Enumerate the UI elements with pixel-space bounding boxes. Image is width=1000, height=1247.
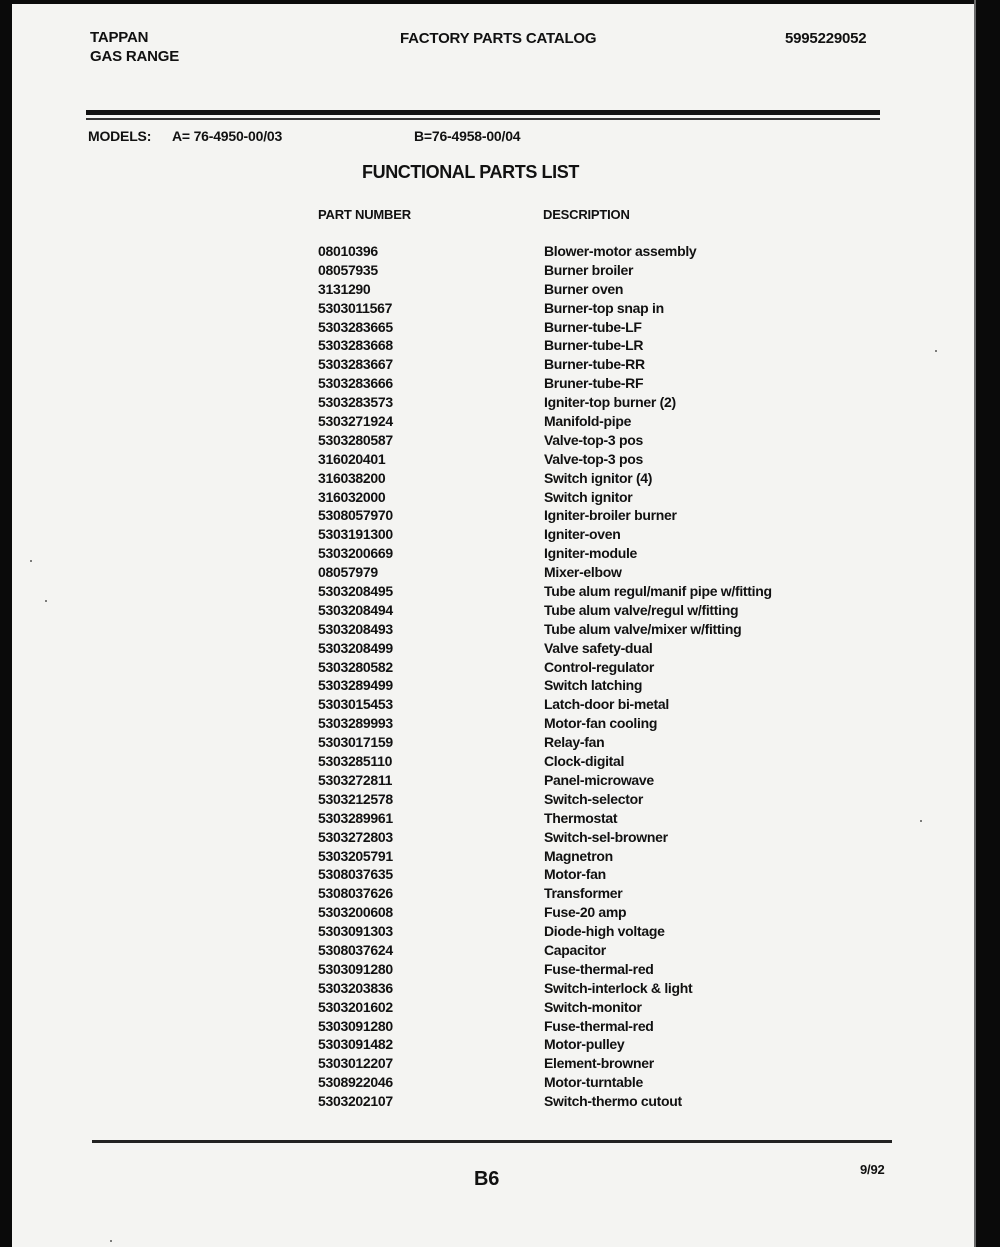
list-item (318, 431, 818, 450)
part-description: Valve-top-3 pos (544, 450, 643, 467)
list-item (318, 601, 818, 620)
header-rule-thick (86, 110, 880, 115)
part-number: 5303271924 (318, 413, 393, 430)
part-number: 316032000 (318, 488, 386, 505)
list-item (318, 412, 818, 431)
list-item (318, 280, 818, 299)
part-description: Thermostat (544, 809, 618, 826)
part-description: Motor-pulley (544, 1036, 625, 1053)
part-description: Blower-motor assembly (544, 243, 697, 259)
part-number: 5303015453 (318, 696, 393, 713)
footer-rule (92, 1140, 892, 1143)
part-description: Switch-sel-browner (544, 828, 668, 845)
part-description: Switch-monitor (544, 998, 642, 1015)
list-item (318, 941, 818, 960)
list-item (318, 865, 818, 884)
part-number: 5303011567 (318, 299, 393, 316)
part-description: Burner-tube-LR (544, 337, 644, 354)
list-item (318, 393, 818, 412)
brand-block (90, 28, 179, 66)
part-description: Tube alum regul/manif pipe w/fitting (544, 583, 772, 600)
part-description: Switch-interlock & light (544, 979, 693, 996)
part-description: Magnetron (544, 847, 613, 864)
list-item (318, 884, 818, 903)
part-number: 5303091303 (318, 923, 393, 940)
part-number: 3131290 (318, 280, 371, 297)
part-description: Burner-tube-RR (544, 356, 645, 373)
list-item (318, 714, 818, 733)
scan-border-left (0, 0, 12, 1247)
part-number: 5308037626 (318, 885, 393, 902)
part-number: 5303283668 (318, 337, 393, 354)
part-description: Switch-thermo cutout (544, 1093, 682, 1110)
part-number: 5308037635 (318, 866, 393, 883)
part-number: 5303017159 (318, 734, 393, 751)
part-description: Fuse-20 amp (544, 904, 627, 921)
part-number: 5303212578 (318, 790, 393, 807)
part-number: 5303203836 (318, 979, 393, 996)
list-item (318, 582, 818, 601)
list-item (318, 469, 818, 488)
part-description: Burner broiler (544, 261, 634, 278)
part-description: Relay-fan (544, 734, 605, 751)
part-number: 08057935 (318, 261, 378, 278)
list-item (318, 828, 818, 847)
list-item (318, 790, 818, 809)
part-number: 5303201602 (318, 998, 393, 1015)
part-number: 5308057970 (318, 507, 393, 524)
list-item (318, 809, 818, 828)
list-item (318, 695, 818, 714)
part-description: Tube alum valve/regul w/fitting (544, 601, 739, 618)
part-number: 316020401 (318, 450, 386, 467)
list-item (318, 733, 818, 752)
list-item (318, 450, 818, 469)
part-number: 5308037624 (318, 941, 393, 958)
scan-speck (920, 820, 922, 822)
list-item (318, 1073, 818, 1092)
list-item (318, 1054, 818, 1073)
list-item (318, 960, 818, 979)
header-rule-thin (86, 118, 880, 120)
list-item (318, 676, 818, 695)
part-description: Control-regulator (544, 658, 655, 675)
list-item (318, 979, 818, 998)
part-number: 08057979 (318, 564, 378, 581)
scan-speck (935, 350, 937, 352)
part-description: Burner oven (544, 280, 624, 297)
list-item (318, 1092, 818, 1111)
part-description: Fuse-thermal-red (544, 960, 654, 977)
model-a: A= 76-4950-00/03 (172, 128, 283, 144)
scan-speck (45, 600, 47, 602)
list-item (318, 1017, 818, 1036)
part-number: 5303272803 (318, 828, 393, 845)
part-number: 5303283573 (318, 394, 393, 411)
list-item (318, 847, 818, 866)
part-description: Valve safety-dual (544, 639, 653, 656)
part-number: 5303202107 (318, 1093, 393, 1110)
part-description: Bruner-tube-RF (544, 375, 644, 392)
list-item (318, 299, 818, 318)
list-item (318, 506, 818, 525)
part-number: 5303208495 (318, 583, 393, 600)
parts-list (318, 242, 818, 1111)
part-description: Motor-fan (544, 866, 606, 883)
list-item (318, 336, 818, 355)
part-description: Igniter-broiler burner (544, 507, 677, 524)
list-item (318, 620, 818, 639)
part-number: 5303283667 (318, 356, 393, 373)
part-description: Clock-digital (544, 753, 625, 770)
part-description: Fuse-thermal-red (544, 1017, 654, 1034)
part-description: Motor-turntable (544, 1074, 643, 1091)
part-description: Valve-top-3 pos (544, 431, 643, 448)
part-description: Element-browner (544, 1055, 654, 1072)
part-description: Burner-tube-LF (544, 318, 642, 335)
revision-date: 9/92 (860, 1162, 885, 1177)
part-number: 5303289993 (318, 715, 393, 732)
list-item (318, 903, 818, 922)
scan-speck (110, 1240, 112, 1242)
part-description: Igniter-top burner (2) (544, 394, 676, 411)
list-item (318, 1035, 818, 1054)
part-description: Switch latching (544, 677, 643, 694)
list-item (318, 544, 818, 563)
part-number: 5303191300 (318, 526, 393, 543)
part-number: 5303208499 (318, 639, 393, 656)
part-number: 5303091280 (318, 960, 393, 977)
part-number: 5303200608 (318, 904, 393, 921)
part-number: 5303091280 (318, 1017, 393, 1034)
list-item (318, 922, 818, 941)
list-item (318, 374, 818, 393)
list-item (318, 771, 818, 790)
part-description: Manifold-pipe (544, 413, 632, 430)
part-description: Panel-microwave (544, 771, 654, 788)
brand-name: TAPPAN (90, 29, 149, 46)
list-item (318, 242, 818, 261)
part-description: Transformer (544, 885, 623, 902)
part-number: 5303289961 (318, 809, 393, 826)
part-description: Tube alum valve/mixer w/fitting (544, 620, 742, 637)
part-description: Igniter-module (544, 545, 638, 562)
scan-speck (30, 560, 32, 562)
catalog-title: FACTORY PARTS CATALOG (400, 30, 597, 47)
part-number: 316038200 (318, 469, 386, 486)
part-number: 5303208493 (318, 620, 393, 637)
description-header: DESCRIPTION (543, 207, 630, 222)
part-number: 5303283665 (318, 318, 393, 335)
list-item (318, 658, 818, 677)
part-description: Switch ignitor (4) (544, 469, 653, 486)
catalog-number: 5995229052 (785, 30, 867, 47)
model-b: B=76-4958-00/04 (414, 128, 521, 144)
list-item (318, 488, 818, 507)
part-number: 08010396 (318, 243, 378, 259)
part-description: Motor-fan cooling (544, 715, 658, 732)
list-item (318, 318, 818, 337)
list-item (318, 998, 818, 1017)
part-description: Switch-selector (544, 790, 643, 807)
page-number: B6 (474, 1168, 500, 1190)
part-number: 5308922046 (318, 1074, 393, 1091)
list-item (318, 639, 818, 658)
part-number: 5303289499 (318, 677, 393, 694)
scan-border-top (0, 0, 1000, 4)
models-label: MODELS: (88, 128, 152, 144)
part-description: Capacitor (544, 941, 606, 958)
part-number: 5303272811 (318, 771, 393, 788)
part-number: 5303208494 (318, 601, 393, 618)
part-description: Latch-door bi-metal (544, 696, 669, 713)
part-description: Burner-top snap in (544, 299, 664, 316)
list-item (318, 525, 818, 544)
part-description: Diode-high voltage (544, 923, 665, 940)
product-type: GAS RANGE (90, 48, 180, 65)
list-title: FUNCTIONAL PARTS LIST (362, 162, 579, 182)
part-number: 5303012207 (318, 1055, 393, 1072)
part-number: 5303280582 (318, 658, 393, 675)
part-number: 5303283666 (318, 375, 393, 392)
part-description: Igniter-oven (544, 526, 621, 543)
part-number: 5303200669 (318, 545, 393, 562)
scan-border-right (976, 0, 1000, 1247)
list-item (318, 355, 818, 374)
part-description: Mixer-elbow (544, 564, 622, 581)
part-number-header: PART NUMBER (318, 207, 411, 222)
part-number: 5303280587 (318, 431, 393, 448)
part-description: Switch ignitor (544, 488, 633, 505)
part-number: 5303285110 (318, 753, 393, 770)
part-number: 5303205791 (318, 847, 393, 864)
list-item (318, 563, 818, 582)
part-number: 5303091482 (318, 1036, 393, 1053)
list-item (318, 752, 818, 771)
list-item (318, 261, 818, 280)
